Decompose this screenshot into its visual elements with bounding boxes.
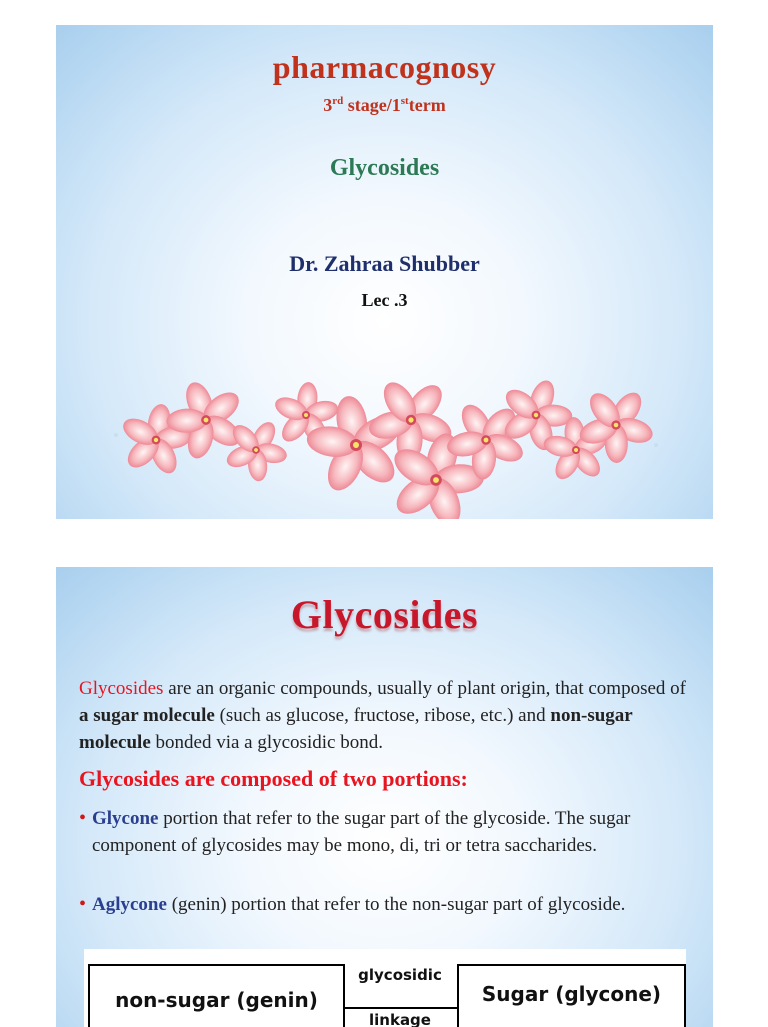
title-slide [56, 25, 713, 519]
course-title: pharmacognosy [272, 49, 497, 85]
content-slide [56, 567, 713, 1027]
linkage-line [343, 1007, 457, 1009]
slide-heading: Glycosides [290, 592, 479, 637]
aglycone-box: non-sugar (genin) [88, 964, 345, 1027]
definition-paragraph: Glycosides are an organic compounds, usually of plant origin, that composed of a sugar molecule (such as glucose, fructose, ribose, etc.) and non-sugar molecule bonded via a glycosidic bond. [79, 678, 686, 753]
lecture-number: Lec .3 [361, 290, 408, 310]
subheading: Glycosides are composed of two portions: [79, 766, 468, 791]
bullet-dot-icon: • [79, 807, 87, 829]
cherry-blossom-decoration [56, 355, 713, 519]
glycoside-structure-diagram [84, 949, 686, 1027]
term-glycone: Glycone [92, 808, 159, 829]
term-glycosides: Glycosides [79, 678, 164, 699]
glycone-box: Sugar (glycone) [457, 964, 686, 1027]
lecture-topic: Glycosides [329, 155, 440, 181]
list-item: • Aglycone (genin) portion that refer to the non-sugar part of glycoside. [79, 891, 689, 918]
term-aglycone: Aglycone [92, 894, 167, 915]
linkage-label-bottom: linkage [369, 1011, 431, 1027]
stage-term: 3rd stage/1stterm [323, 95, 446, 115]
bullet-dot-icon: • [79, 893, 87, 915]
author-name: Dr. Zahraa Shubber [289, 251, 480, 276]
linkage-label-top: glycosidic [358, 966, 442, 984]
list-item: • Glycone portion that refer to the sugar part of the glycoside. The sugar component of glycosides may be mono, di, tri or tetra saccharides. [79, 807, 631, 856]
